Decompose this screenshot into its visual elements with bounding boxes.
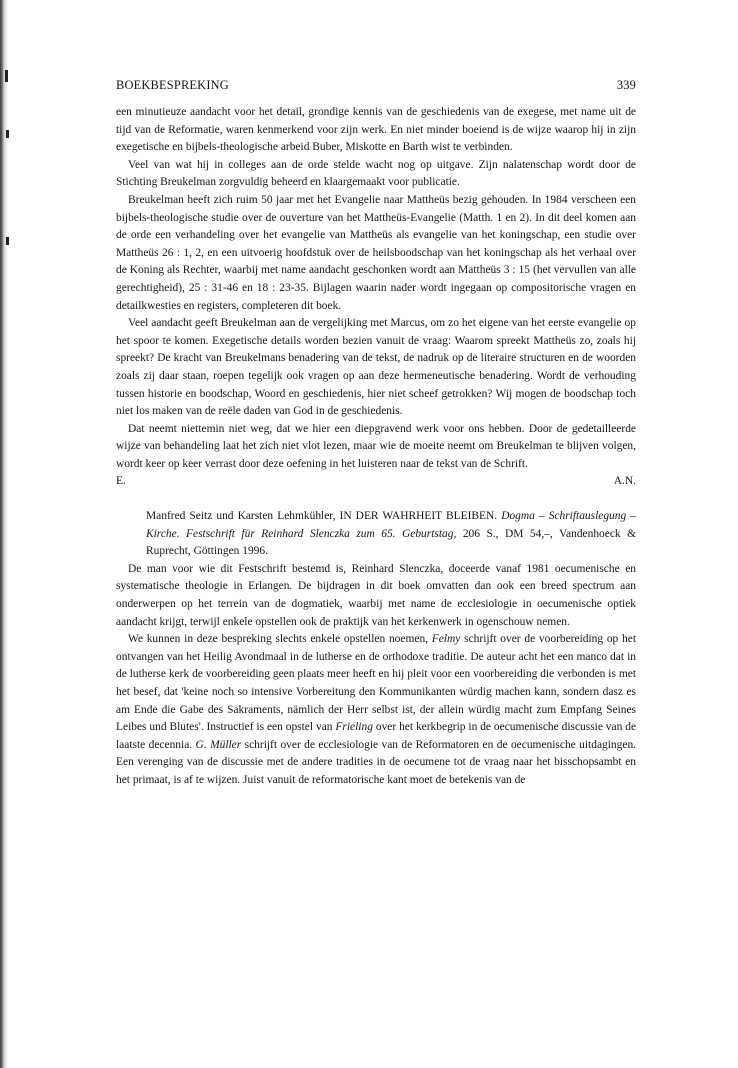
author-name: Felmy <box>431 633 461 646</box>
paragraph <box>116 631 636 789</box>
section-title: BOEKBESPREKING <box>116 78 229 92</box>
text-run: over het kerkbegrip in de oecumenische discussie van de laatste decennia. <box>116 721 637 751</box>
citation-text <box>146 508 636 561</box>
scan-mark <box>6 130 9 138</box>
citation-publication: 206 S., DM 54,–, Vandenhoeck & Ruprecht, Göttingen 1996. <box>146 527 637 558</box>
review-1-body <box>116 104 636 473</box>
signature-place: E. <box>116 475 126 488</box>
paragraph: De man voor wie dit Festschrift bestemd is, Reinhard Slenczka, doceerde vanaf 1981 oecumenische en systematische theologie in Erlangen. De bijdragen in dit boek omvatten dan ook een breed spectrum aan onderwerpen op het terrein van de dogmatiek, waarbij met name de ecclesiologie in oecumenische optiek aandacht krijgt, terwijl enkele opstellen ook de praktijk van het kerkenwerk in ogenschouw nemen. <box>116 562 636 628</box>
text-run: schrijft over de ecclesiologie van de Reformatoren en de oecumenische uitdagingen. Een verenging van de discussie met de andere tradities in de oecumene tot de vraag naar het bisschopsambt en het primaat, is af te wijzen. Juist vanuit de reformatorische kant moet de betekenis van de <box>116 738 637 786</box>
author-name: Frieling <box>335 721 373 734</box>
page-number: 339 <box>616 78 636 92</box>
paragraph: een minutieuze aandacht voor het detail, grondige kennis van de geschiedenis van de exegese, met name uit de tijd van de Reformatie, waren kenmerkend voor zijn werk. En niet minder boeiend is de wijze waarop hij in zijn exegetische en bijbels-theologische arbeid Buber, Miskotte en Barth wist te verbinden. <box>116 106 636 154</box>
citation-authors-title: Manfred Seitz und Karsten Lehmkühler, IN DER WAHRHEIT BLEIBEN. <box>146 510 498 523</box>
scan-mark <box>5 70 8 82</box>
scan-left-edge <box>0 0 8 1068</box>
citation-subtitle: Dogma – Schriftauslegung – Kirche. Festschrift für Reinhard Slenczka zum 65. Geburtstag, <box>146 510 636 540</box>
text-run: schrijft over de voorbereiding op het ontvangen van het Heilig Avondmaal in de lutherse en de orthodoxe traditie. De auteur acht het een manco dat in de lutherse kerk de voorbereiding geen plaats meer heeft en hij pleit voor een voorbereiding die verbonden is met het besef, dat 'keine noch so intensive Vorbereitung den Kommunikanten würdig machen kann, sondern dasz es am Ende die Gabe des Sakraments, nämlich der Herr selbst ist, der allein würdig macht zum Empfang Seines Leibes und Blutes'. Instructief is een opstel van <box>116 633 636 734</box>
book-citation <box>116 508 636 561</box>
paragraph: Veel aandacht geeft Breukelman aan de vergelijking met Marcus, om zo het eigene van het eerste evangelie op het spoor te komen. Exegetische details worden bezien vanuit de vraag: Waarom spreekt Mattheüs zo, zoals hij spreekt? De kracht van Breukelmans benadering van de tekst, de nadruk op de literaire structuren en de woorden zoals zij daar staan, roepen tegelijk ook vragen op aan deze hermeneutische benadering. Wordt de verhouding tussen historie en boodschap, Woord en geschiedenis, hier niet scheef getrokken? Wij mogen de boodschap toch niet los maken van de reële daden van God in de geschiedenis. <box>116 317 636 418</box>
paragraph: Dat neemt niettemin niet weg, dat we hier een diepgravend werk voor ons hebben. Door de gedetailleerde wijze van behandeling laat het zich niet vlot lezen, maar wie de moeite neemt om Breukelman te blijven volgen, wordt keer op keer verrast door deze oefening in het luisteren naar de tekst van de Schrift. <box>116 422 636 470</box>
running-header <box>116 74 636 104</box>
review-2-body <box>116 561 636 790</box>
page <box>116 74 636 790</box>
scan-mark <box>6 237 9 245</box>
paragraph: Breukelman heeft zich ruim 50 jaar met het Evangelie naar Mattheüs bezig gehouden. In 1984 verscheen een bijbels-theologische studie over de ouverture van het Mattheüs-Evangelie (Matth. 1 en 2). In dit deel komen aan de orde een verhandeling over het evangelie van Mattheüs als evangelie van het koningschap, een studie over Mattheüs 26 : 1, 2, en een uitvoerig hoofdstuk over de heilsboodschap van het koningschap als het verhaal over de Koning als Rechter, waarbij met name aandacht geschonken wordt aan Mattheüs 3 : 15 (het vervullen van alle gerechtigheid), 25 : 31-46 en 18 : 23-35. Bijlagen waarin nader wordt ingegaan op compositorische vragen en detailkwesties en registers, completeren dit boek. <box>116 193 636 312</box>
review-signature <box>116 473 636 491</box>
author-name: G. Müller <box>195 738 242 751</box>
paragraph: Veel van wat hij in colleges aan de orde stelde wacht nog op uitgave. Zijn nalatenschap wordt door de Stichting Breukelman zorgvuldig beheerd en klaargemaakt voor publicatie. <box>116 158 636 189</box>
signature-initials: A.N. <box>613 475 636 488</box>
text-run: We kunnen in deze bespreking slechts enkele opstellen noemen, <box>128 633 429 646</box>
